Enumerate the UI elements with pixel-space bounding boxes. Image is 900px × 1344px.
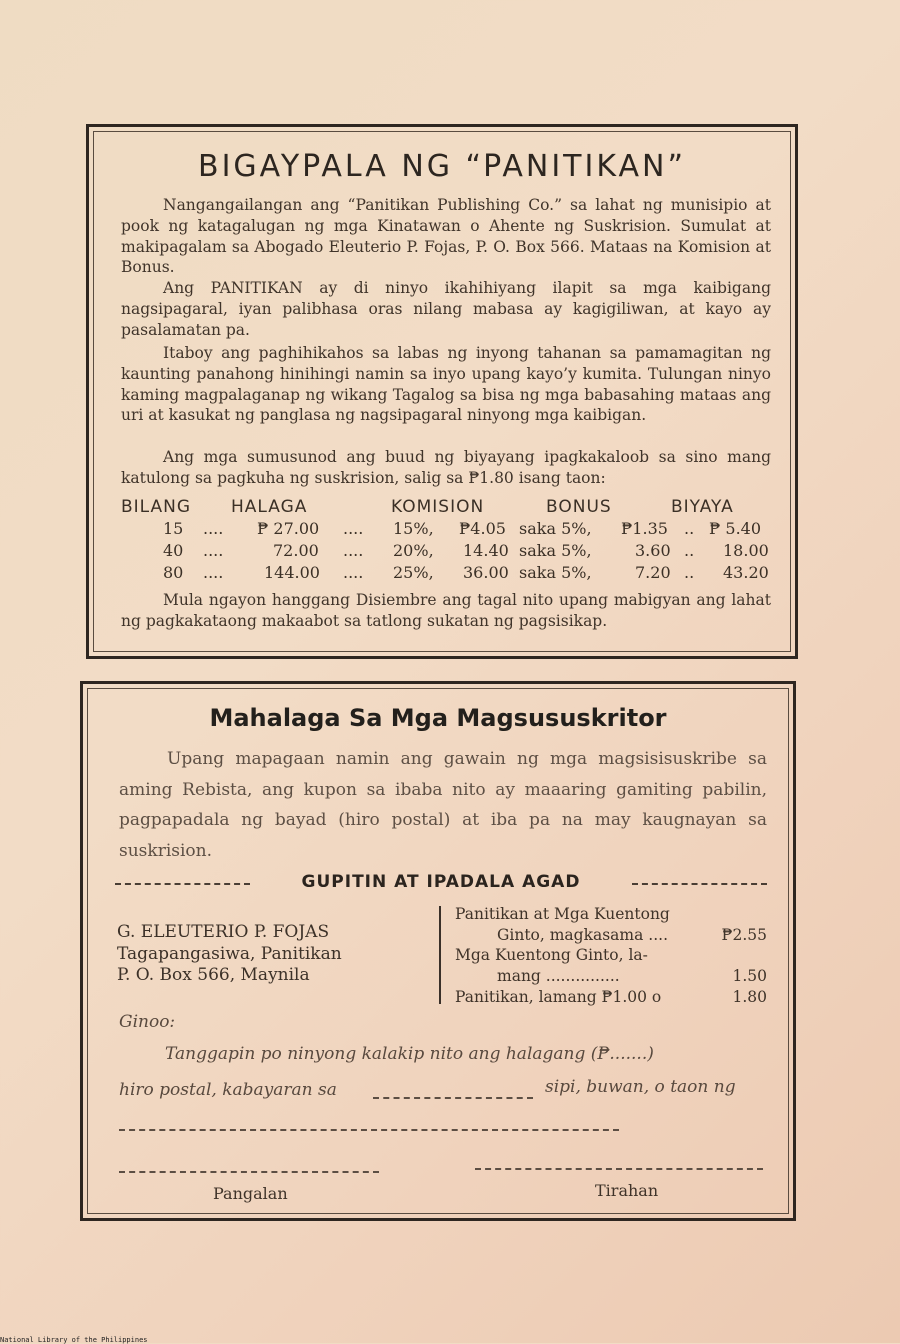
cell-biyaya: 18.00: [723, 541, 769, 560]
mailing-address: [117, 922, 342, 987]
cell-bonus: saka 5%,: [519, 519, 592, 538]
header-halaga: HALAGA: [231, 497, 308, 517]
cell-bonus-amount: 14.40: [463, 541, 509, 560]
panitikan-notice-box: [86, 124, 798, 659]
notice-paragraph-4: Ang mga sumusunod ang buud ng biyayang ipagkakaloob sa sino mang katulong sa pagkuha ng suskrision, salig sa ₱1.80 isang taon:: [121, 448, 771, 487]
cell-dots: ..: [684, 541, 695, 560]
notice-paragraph-5: Mula ngayon hanggang Disiembre ang tagal nito upang mabigyan ang lahat ng pagkakataong makaabot sa tatlong sukatan ng pagsisikap.: [121, 591, 771, 630]
cell-dots: ....: [203, 563, 224, 582]
cell-dots: ....: [343, 541, 364, 560]
cell-halaga: ₱ 27.00: [257, 519, 320, 538]
table-row: [121, 541, 781, 563]
subscription-coupon-box: [80, 681, 796, 1221]
cell-halaga: 144.00: [264, 563, 320, 582]
source-footer: National Library of the Philippines: [0, 1336, 148, 1344]
cell-halaga: 72.00: [273, 541, 319, 560]
cell-dots: ..: [684, 563, 695, 582]
cell-bonus-amount: 36.00: [463, 563, 509, 582]
cell-bilang: 40: [163, 541, 184, 560]
notice-title: BIGAYPALA NG “PANITIKAN”: [197, 149, 686, 184]
price-item-value: 1.50: [732, 967, 767, 986]
cell-dots: ..: [684, 519, 695, 538]
cell-bonus-value: ₱1.35: [621, 519, 668, 538]
dashed-divider: [115, 883, 250, 885]
cell-biyaya: 43.20: [723, 563, 769, 582]
price-item-label: mang ...............: [497, 967, 620, 986]
cell-bonus-value: 3.60: [635, 541, 671, 560]
price-item-label: Panitikan, lamang ₱1.00 o: [455, 987, 662, 1006]
price-item-value: ₱2.55: [721, 925, 767, 944]
address-box: P. O. Box 566, Maynila: [117, 965, 310, 985]
table-row: [121, 563, 781, 585]
blank-period-field[interactable]: [119, 1129, 619, 1131]
coupon-intro-text: [119, 744, 767, 866]
price-item-label: Panitikan at Mga Kuentong: [455, 905, 670, 923]
vertical-divider: [439, 906, 441, 1004]
table-row: [121, 519, 781, 541]
cell-dots: ....: [343, 563, 364, 582]
coupon-title: Mahalaga Sa Mga Magsususkritor: [209, 704, 667, 732]
cell-bonus: saka 5%,: [519, 541, 592, 560]
cell-komision: 25%,: [393, 563, 434, 582]
blank-copies-field[interactable]: [373, 1097, 533, 1099]
cell-dots: ....: [203, 519, 224, 538]
cell-dots: ....: [343, 519, 364, 538]
price-item-value: 1.80: [732, 987, 767, 1006]
remittance-line-2-label: hiro postal, kabayaran sa: [119, 1080, 337, 1100]
name-label: Pangalan: [213, 1184, 288, 1203]
cell-bonus-value: 7.20: [635, 563, 671, 582]
notice-paragraph-2: Ang PANITIKAN ay di ninyo ikahihiyang ilapit sa mga kaibigang nagsipagaral, iyan palibhasa oras nilang mabasa ay kagigiliwan, at kayo ay pasalamatan pa.: [121, 279, 771, 339]
remittance-line-2-tail: sipi, buwan, o taon ng: [545, 1077, 736, 1097]
cell-dots: ....: [203, 541, 224, 560]
cell-komision: 15%,: [393, 519, 434, 538]
cell-komision: 20%,: [393, 541, 434, 560]
price-list: [455, 904, 767, 1007]
cut-label: GUPITIN AT IPADALA AGAD: [301, 872, 581, 892]
address-label: Tirahan: [595, 1181, 659, 1200]
cell-biyaya: ₱ 5.40: [709, 519, 762, 538]
price-item-label: Ginto, magkasama ....: [497, 925, 668, 944]
remittance-line-1[interactable]: Tanggapin po ninyong kalakip nito ang halagang (₱.......): [165, 1044, 654, 1064]
name-field[interactable]: [119, 1171, 379, 1173]
salutation: Ginoo:: [119, 1012, 176, 1032]
cut-line[interactable]: [115, 872, 767, 896]
address-name: G. ELEUTERIO P. FOJAS: [117, 922, 330, 942]
cell-bilang: 80: [163, 563, 184, 582]
header-biyaya: BIYAYA: [671, 497, 734, 517]
cell-bonus: saka 5%,: [519, 563, 592, 582]
cell-bonus-amount: ₱4.05: [459, 519, 506, 538]
header-bilang: BILANG: [121, 497, 192, 517]
notice-paragraph-1: Nangangailangan ang “Panitikan Publishing Co.” sa lahat ng munisipio at pook ng katagalugan ng mga Kinatawan o Ahente ng Suskrision. Sumulat at makipagalam sa Abogado Eleuterio P. Fojas, P. O. Box 566. Mataas na Komision at Bonus.: [121, 196, 771, 277]
header-bonus: BONUS: [546, 497, 612, 517]
price-item-label: Mga Kuentong Ginto, la-: [455, 946, 648, 965]
notice-paragraph-3: Itaboy ang paghihikahos sa labas ng inyong tahanan sa pamamagitan ng kaunting panahong hinihingi namin sa inyo upang kayo’y kumita. Tulungan ninyo kaming magpalaganap ng wikang Tagalog sa bisa ng mga babasahing mataas ang uri at kasukat ng panglasa ng nagsipagaral ninyong mga kaibigan.: [121, 344, 771, 425]
address-field[interactable]: [475, 1168, 763, 1170]
header-komision: KOMISION: [391, 497, 485, 517]
cell-bilang: 15: [163, 519, 184, 538]
dashed-divider: [632, 883, 767, 885]
commission-table-header: [121, 497, 771, 519]
coupon-intro-body: Upang mapagaan namin ang gawain ng mga magsisisuskribe sa aming Rebista, ang kupon sa ibaba nito ay maaaring gamiting pabilin, pagpapadala ng bayad (hiro postal) at iba pa na may kaugnayan sa suskrision.: [119, 749, 767, 861]
address-title: Tagapangasiwa, Panitikan: [117, 943, 342, 964]
